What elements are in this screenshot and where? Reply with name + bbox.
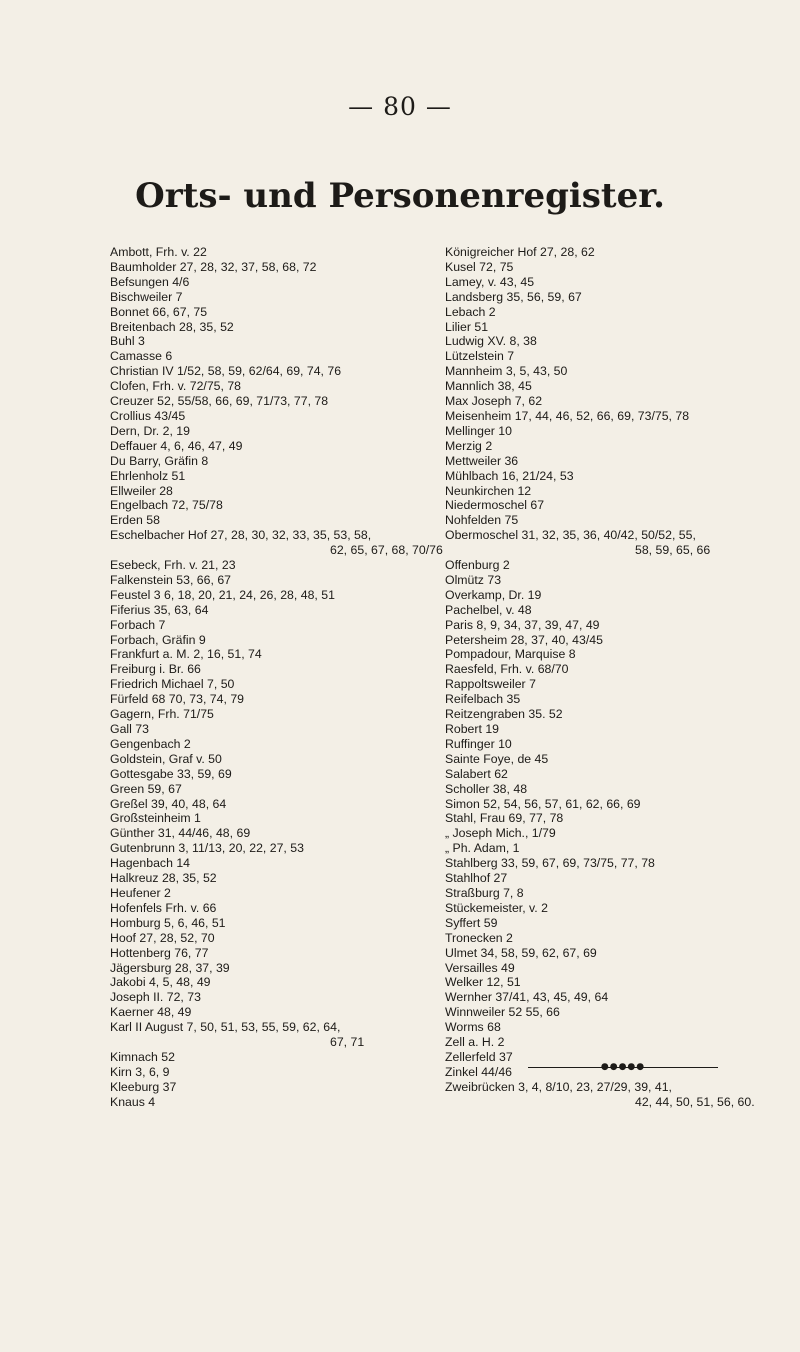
index-entry: Winnweiler 52 55, 66 — [445, 1005, 560, 1020]
index-entry: Feustel 3 6, 18, 20, 21, 24, 26, 28, 48, 51 — [110, 587, 335, 602]
index-entry: Raesfeld, Frh. v. 68/70 — [445, 662, 569, 677]
index-entry: Mannheim 3, 5, 43, 50 — [445, 364, 568, 379]
index-column-left — [110, 245, 455, 1110]
index-entry: Nohfelden 75 — [445, 513, 519, 528]
index-entry: Ehrlenholz 51 — [110, 468, 186, 483]
index-entry: Worms 68 — [445, 1020, 501, 1035]
index-entry: Clofen, Frh. v. 72/75, 78 — [110, 379, 242, 394]
index-entry: „ Ph. Adam, 1 — [445, 841, 520, 856]
index-entry: Heufener 2 — [110, 885, 171, 900]
index-entry: Neunkirchen 12 — [445, 483, 532, 498]
index-entry: Mannlich 38, 45 — [445, 379, 532, 394]
index-entry: Deffauer 4, 6, 46, 47, 49 — [110, 438, 243, 453]
index-entry: Mettweiler 36 — [445, 453, 519, 468]
index-entry: Camasse 6 — [110, 349, 173, 364]
index-entry: Zweibrücken 3, 4, 8/10, 23, 27/29, 39, 41, — [445, 1079, 672, 1094]
index-entry: Forbach, Gräfin 9 — [110, 632, 206, 647]
index-entry: Kusel 72, 75 — [445, 259, 514, 274]
index-entry: Gottesgabe 33, 59, 69 — [110, 766, 232, 781]
index-entry: Befsungen 4/6 — [110, 274, 190, 289]
index-entry: Ludwig XV. 8, 38 — [445, 334, 537, 349]
index-entry: Robert 19 — [445, 722, 500, 736]
index-entry: Syffert 59 — [445, 915, 498, 930]
index-entry: Sainte Foye, de 45 — [445, 751, 549, 766]
index-entry: Merzig 2 — [445, 438, 493, 453]
index-entry: Dern, Dr. 2, 19 — [110, 423, 190, 438]
index-entry: Offenburg 2 — [445, 558, 510, 573]
index-entry: Lebach 2 — [445, 304, 496, 319]
index-entry: Lützelstein 7 — [445, 349, 515, 364]
index-entry: Stahl, Frau 69, 77, 78 — [445, 811, 564, 826]
index-entry: Buhl 3 — [110, 334, 145, 349]
index-entry: Hottenberg 76, 77 — [110, 945, 209, 960]
page-title: Orts- und Personenregister. — [135, 176, 665, 216]
index-entry: Frankfurt a. M. 2, 16, 51, 74 — [110, 647, 262, 662]
index-entry: Jägersburg 28, 37, 39 — [110, 960, 230, 975]
index-entry: Ulmet 34, 58, 59, 62, 67, 69 — [445, 945, 597, 960]
index-entry: Baumholder 27, 28, 32, 37, 58, 68, 72 — [110, 259, 317, 274]
index-entry: Obermoschel 31, 32, 35, 36, 40/42, 50/52, 55, — [445, 528, 696, 543]
index-entry: Homburg 5, 6, 46, 51 — [110, 915, 226, 930]
index-entry: Karl II August 7, 50, 51, 53, 55, 59, 62, 64, — [110, 1020, 341, 1035]
index-entry: Creuzer 52, 55/58, 66, 69, 71/73, 77, 78 — [110, 394, 329, 409]
index-entry: Bischweiler 7 — [110, 289, 183, 304]
index-entry: Salabert 62 — [445, 766, 508, 781]
index-entry: 62, 65, 67, 68, 70/76 — [330, 543, 443, 558]
index-entry: Kimnach 52 — [110, 1049, 175, 1064]
index-entry: Wernher 37/41, 43, 45, 49, 64 — [445, 990, 609, 1005]
index-entry: Goldstein, Graf v. 50 — [110, 751, 222, 766]
index-entry: Simon 52, 54, 56, 57, 61, 62, 66, 69 — [445, 796, 641, 811]
index-entry: Stahlhof 27 — [445, 871, 508, 886]
index-entry: Jakobi 4, 5, 48, 49 — [110, 975, 211, 990]
index-entry: Ruffinger 10 — [445, 736, 512, 751]
index-entry: Overkamp, Dr. 19 — [445, 587, 542, 602]
index-entry: „ Joseph Mich., 1/79 — [445, 826, 556, 841]
ornament-dots: ●●●●● — [600, 1062, 646, 1072]
index-entry: Lilier 51 — [445, 319, 489, 334]
index-entry: Mellinger 10 — [445, 423, 512, 438]
index-entry: Freiburg i. Br. 66 — [110, 662, 201, 677]
index-entry: Großsteinheim 1 — [110, 811, 201, 826]
index-entry: Meisenheim 17, 44, 46, 52, 66, 69, 73/75, 78 — [445, 408, 690, 423]
index-entry: Joseph II. 72, 73 — [110, 990, 201, 1005]
index-entry: Landsberg 35, 56, 59, 67 — [445, 289, 582, 304]
index-entry: Gagern, Frh. 71/75 — [110, 707, 214, 722]
index-entry: Versailles 49 — [445, 960, 515, 975]
index-entry: Breitenbach 28, 35, 52 — [110, 319, 234, 334]
index-entry: Ellweiler 28 — [110, 483, 173, 498]
index-entry: Halkreuz 28, 35, 52 — [110, 871, 217, 886]
index-entry: Eschelbacher Hof 27, 28, 30, 32, 33, 35, 53, 58, — [110, 528, 372, 543]
index-entry: Kirn 3, 6, 9 — [110, 1064, 170, 1079]
index-entry: Du Barry, Gräfin 8 — [110, 453, 209, 468]
index-entry: Fiferius 35, 63, 64 — [110, 602, 209, 617]
index-entry: Kleeburg 37 — [110, 1079, 177, 1094]
index-entry: Friedrich Michael 7, 50 — [110, 677, 235, 692]
index-entry: Crollius 43/45 — [110, 408, 186, 423]
index-entry: Pompadour, Marquise 8 — [445, 647, 576, 662]
index-entry: Rappoltsweiler 7 — [445, 677, 536, 692]
index-entry: Pachelbel, v. 48 — [445, 602, 532, 617]
index-entry: Reitzengraben 35. 52 — [445, 707, 563, 722]
index-entry: Zellerfeld 37 — [445, 1049, 513, 1064]
index-entry: Forbach 7 — [110, 617, 166, 632]
index-entry: 58, 59, 65, 66 — [635, 543, 711, 558]
index-entry: Greßel 39, 40, 48, 64 — [110, 796, 227, 811]
index-entry: Green 59, 67 — [110, 781, 182, 796]
index-entry: Hagenbach 14 — [110, 856, 190, 871]
index-entry: Gengenbach 2 — [110, 736, 191, 751]
index-entry: Ambott, Frh. v. 22 — [110, 245, 207, 259]
index-entry: Scholler 38, 48 — [445, 781, 528, 796]
index-entry: Kaerner 48, 49 — [110, 1005, 192, 1020]
index-entry: Zell a. H. 2 — [445, 1035, 505, 1050]
index-entry: Esebeck, Frh. v. 21, 23 — [110, 558, 236, 573]
index-entry: Fürfeld 68 70, 73, 74, 79 — [110, 692, 244, 707]
index-entry: Bonnet 66, 67, 75 — [110, 304, 208, 319]
index-entry: Gutenbrunn 3, 11/13, 20, 22, 27, 53 — [110, 841, 304, 856]
index-entry: Stahlberg 33, 59, 67, 69, 73/75, 77, 78 — [445, 856, 655, 871]
index-entry: Falkenstein 53, 66, 67 — [110, 572, 231, 587]
index-entry: Hoof 27, 28, 52, 70 — [110, 930, 215, 945]
index-entry: Paris 8, 9, 34, 37, 39, 47, 49 — [445, 617, 600, 632]
index-entry: Max Joseph 7, 62 — [445, 394, 543, 409]
index-entry: Knaus 4 — [110, 1094, 156, 1109]
index-entry: Christian IV 1/52, 58, 59, 62/64, 69, 74, 76 — [110, 364, 342, 379]
index-column-right — [445, 245, 765, 1110]
index-entry: Mühlbach 16, 21/24, 53 — [445, 468, 574, 483]
index-entry: Gall 73 — [110, 722, 149, 736]
index-entry: Erden 58 — [110, 513, 160, 528]
index-entry: Reifelbach 35 — [445, 692, 521, 707]
index-entry: Hofenfels Frh. v. 66 — [110, 900, 217, 915]
index-entry: Lamey, v. 43, 45 — [445, 274, 535, 289]
index-entry: Günther 31, 44/46, 48, 69 — [110, 826, 251, 841]
end-ornament — [528, 1062, 718, 1072]
page-number: — 80 — — [348, 92, 452, 121]
index-entry: 42, 44, 50, 51, 56, 60. — [635, 1094, 755, 1109]
index-entry: Königreicher Hof 27, 28, 62 — [445, 245, 595, 259]
index-entry: Straßburg 7, 8 — [445, 885, 524, 900]
index-entry: Welker 12, 51 — [445, 975, 521, 990]
index-entry: Engelbach 72, 75/78 — [110, 498, 223, 513]
index-entry: Petersheim 28, 37, 40, 43/45 — [445, 632, 603, 647]
index-entry: Olmütz 73 — [445, 572, 502, 587]
index-entry: Stückemeister, v. 2 — [445, 900, 548, 915]
index-entry: 67, 71 — [330, 1035, 365, 1050]
index-entry: Niedermoschel 67 — [445, 498, 545, 513]
index-entry: Zinkel 44/46 — [445, 1064, 512, 1079]
index-entry: Tronecken 2 — [445, 930, 513, 945]
